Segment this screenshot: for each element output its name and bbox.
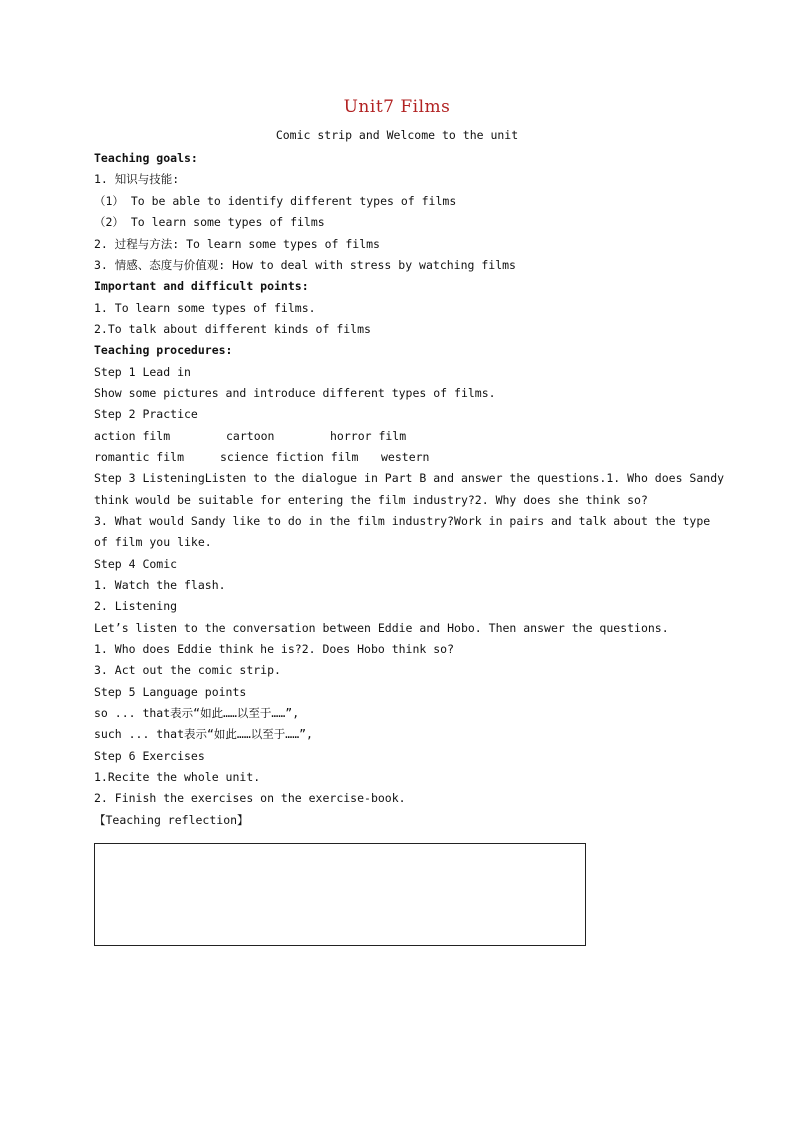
step4-item-2: 2. Listening [94, 599, 178, 613]
step3-line-3: 3. What would Sandy like to do in the film industry?Work in pairs and talk about the type [94, 514, 711, 528]
teaching-goals-heading: Teaching goals: [94, 151, 198, 165]
practice-item: action film [94, 429, 171, 443]
step5-item-1: so ... that表示“如此……以至于……”, [94, 706, 300, 720]
goal-line-2: （1） To be able to identify different types of films [94, 194, 457, 208]
practice-item: science fiction film [220, 450, 359, 464]
step3-line-1: Step 3 ListeningListen to the dialogue in Part B and answer the questions.1. Who does Sandy [94, 471, 725, 485]
step3-line-2: think would be suitable for entering the film industry?2. Why does she think so? [94, 493, 648, 507]
goal-line-3: （2） To learn some types of films [94, 215, 325, 229]
step5-item-2: such ... that表示“如此……以至于……”, [94, 727, 313, 741]
goal-line-1: 1. 知识与技能: [94, 172, 180, 186]
step4-questions: 1. Who does Eddie think he is?2. Does Hobo think so? [94, 642, 455, 656]
goal-line-5: 3. 情感、态度与价值观: How to deal with stress by watching films [94, 258, 516, 272]
step1-text: Show some pictures and introduce different types of films. [94, 386, 496, 400]
step5-heading: Step 5 Language points [94, 685, 247, 699]
practice-item: romantic film [94, 450, 185, 464]
step2-heading: Step 2 Practice [94, 407, 198, 421]
important-points-heading: Important and difficult points: [94, 279, 309, 293]
step6-heading: Step 6 Exercises [94, 749, 205, 763]
step3-line-4: of film you like. [94, 535, 212, 549]
step6-item-2: 2. Finish the exercises on the exercise-book. [94, 791, 406, 805]
goal-line-4: 2. 过程与方法: To learn some types of films [94, 237, 380, 251]
practice-row-1 [94, 428, 406, 444]
important-point-1: 1. To learn some types of films. [94, 301, 316, 315]
step4-item-1: 1. Watch the flash. [94, 578, 226, 592]
step4-item-3: 3. Act out the comic strip. [94, 663, 281, 677]
page-title: Unit7 Films [343, 97, 451, 117]
practice-row-2 [94, 449, 429, 465]
reflection-box [94, 843, 586, 946]
page-subtitle: Comic strip and Welcome to the unit [275, 128, 519, 142]
step4-text: Let’s listen to the conversation between Eddie and Hobo. Then answer the questions. [94, 621, 669, 635]
important-point-2: 2.To talk about different kinds of films [94, 322, 371, 336]
reflection-heading: 【Teaching reflection】 [94, 813, 249, 827]
practice-item: western [381, 450, 430, 464]
practice-item: cartoon [226, 429, 275, 443]
step4-heading: Step 4 Comic [94, 557, 178, 571]
practice-item: horror film [330, 429, 407, 443]
step1-heading: Step 1 Lead in [94, 365, 191, 379]
procedures-heading: Teaching procedures: [94, 343, 233, 357]
step6-item-1: 1.Recite the whole unit. [94, 770, 261, 784]
